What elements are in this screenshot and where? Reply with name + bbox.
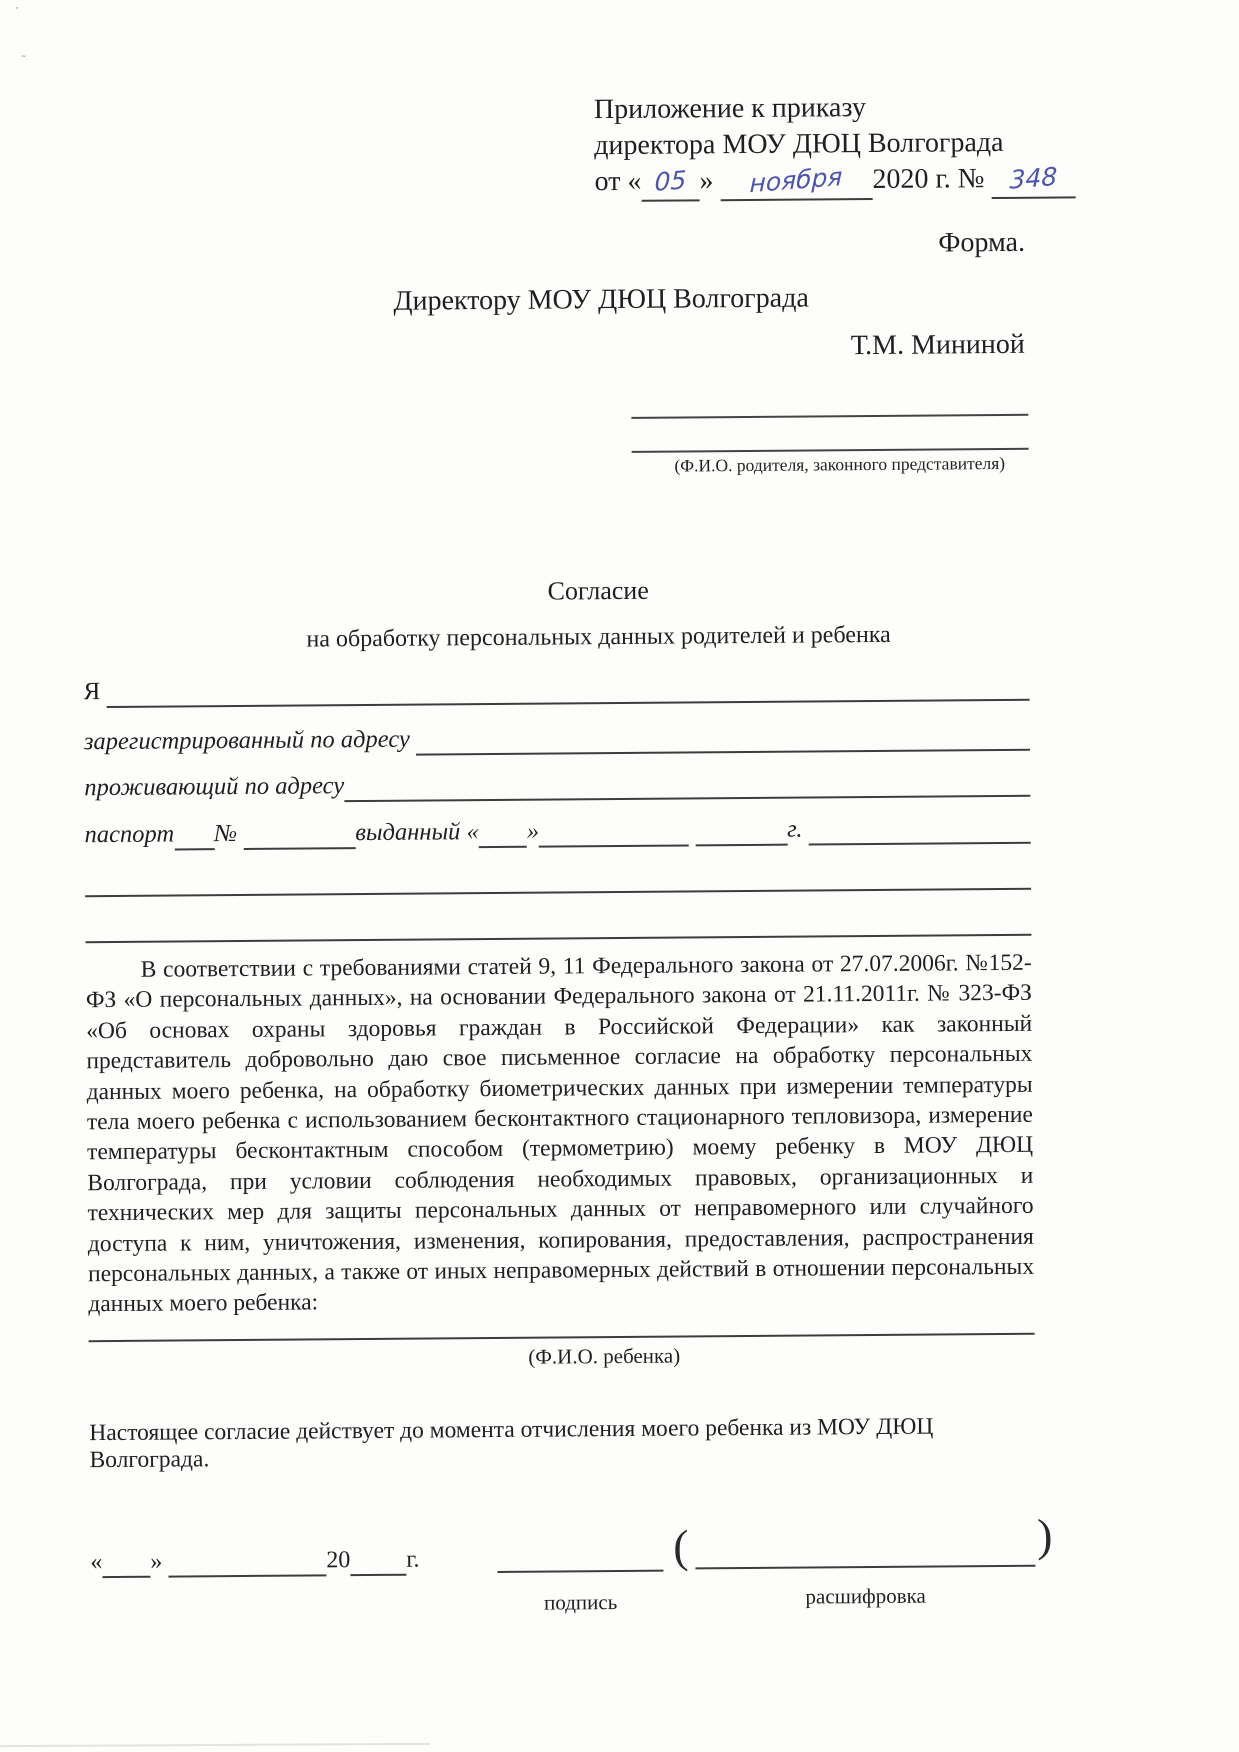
blank-line [174, 820, 214, 850]
parent-fio-blank-line [631, 414, 1028, 419]
order-reference-line2: директора МОУ ДЮЦ Волгограда [594, 126, 1004, 162]
addressee-line: Директору МОУ ДЮЦ Волгограда [393, 282, 809, 317]
blank-line [809, 814, 1031, 846]
blank-line [243, 819, 355, 850]
issued-quote-open: « [466, 818, 479, 846]
passport-row [85, 814, 1031, 851]
parent-fio-caption: (Ф.И.О. родителя, законного представителя) [674, 452, 1006, 476]
issued-quote-close: » [526, 817, 540, 845]
validity-statement: Настоящее согласие действует до момента отчисления моего ребенка из МОУ ДЮЦ Волгограда. [89, 1413, 934, 1474]
date-prefix: от « [594, 165, 642, 198]
residential-address-label: проживающий по адресу [84, 772, 345, 802]
passport-label: паспорт [84, 820, 175, 849]
fio-row [83, 671, 1029, 708]
blank-line [416, 721, 1030, 756]
year-prefix: 20 [326, 1547, 351, 1574]
signature-caption: подпись [543, 1590, 618, 1615]
handwritten-month: ноября [749, 161, 844, 199]
transcript-caption: расшифровка [805, 1583, 926, 1609]
registered-address-row [84, 721, 1030, 758]
paren-close: ) [1036, 1509, 1053, 1561]
handwritten-day-slot [641, 163, 699, 201]
passport-number-sign: № [214, 820, 238, 848]
scan-artifact: ᾽ [12, 3, 20, 20]
blank-line [695, 816, 787, 847]
year-abbr: г. [406, 1546, 420, 1573]
handwritten-order-number-slot [991, 160, 1075, 199]
order-date-line [594, 160, 1074, 202]
year-abbr: г. [787, 815, 803, 843]
addressee-name: Т.М. Мининой [850, 328, 1025, 362]
child-fio-blank-line [89, 1333, 1035, 1342]
signature-date-row [90, 1547, 419, 1579]
blank-line [479, 818, 527, 848]
blank-line [344, 767, 1030, 802]
order-reference-block [594, 88, 1075, 202]
blank-line [102, 1549, 150, 1578]
scan-artifact: ˜ [20, 51, 28, 68]
day-quote-close: » [150, 1548, 163, 1575]
child-fio-caption: (Ф.И.О. ребенка) [528, 1343, 681, 1369]
handwritten-month-slot [720, 162, 872, 201]
blank-line-full [85, 934, 1031, 943]
residential-address-row [84, 767, 1030, 804]
consent-paragraph: В соответствии с требованиями статей 9, 11 Федерального закона от 27.07.2006г. №152-ФЗ «О персональных данных», на основании Федерального закона от 21.11.2011г. № 323-ФЗ «Об основах охраны здоровья граждан в Российской Федерации» как законный представитель добровольно даю свое письменное согласие на обработку персональных данных моего ребенка, на обработку биометрических данных при измерении температуры тела моего ребенка с использованием бесконтактного стационарного тепловизора, измерение температуры бесконтактным способом (термометрию) моему ребенку в МОУ ДЮЦ Волгограда, при условии соблюдения необходимых правовых, организационных и технических мер для защиты персональных данных от неправомерного или случайного доступа к ним, уничтожения, изменения, копирования, предоставления, распространения персональных данных, а также от иных неправомерных действий в отношении персональных данных моего ребенка: [85, 949, 1035, 1318]
issued-label: выданный [355, 818, 461, 847]
date-suffix: 2020 г. № [872, 163, 985, 195]
handwritten-order-number: 348 [1009, 161, 1058, 195]
handwritten-day: 05 [654, 165, 687, 197]
date-infix: » [699, 165, 714, 197]
paren-open: ( [673, 1520, 689, 1572]
document-title: Согласие [547, 575, 649, 606]
blank-line [539, 816, 689, 847]
parent-fio-blank-line [632, 448, 1029, 453]
signature-blank-line [497, 1570, 663, 1573]
registered-address-label: зарегистрированный по адресу [83, 725, 410, 756]
document-subtitle: на обработку персональных данных родителей и ребенка [306, 621, 891, 653]
form-label: Форма. [938, 226, 1026, 259]
transcript-blank-line [695, 1565, 1035, 1570]
day-quote-open: « [90, 1549, 103, 1576]
i-label: Я [83, 678, 101, 706]
blank-line-full [85, 888, 1031, 897]
blank-line [350, 1547, 406, 1576]
blank-line [106, 671, 1029, 708]
order-reference-line1: Приложение к приказу [593, 92, 867, 126]
blank-line [168, 1547, 326, 1577]
